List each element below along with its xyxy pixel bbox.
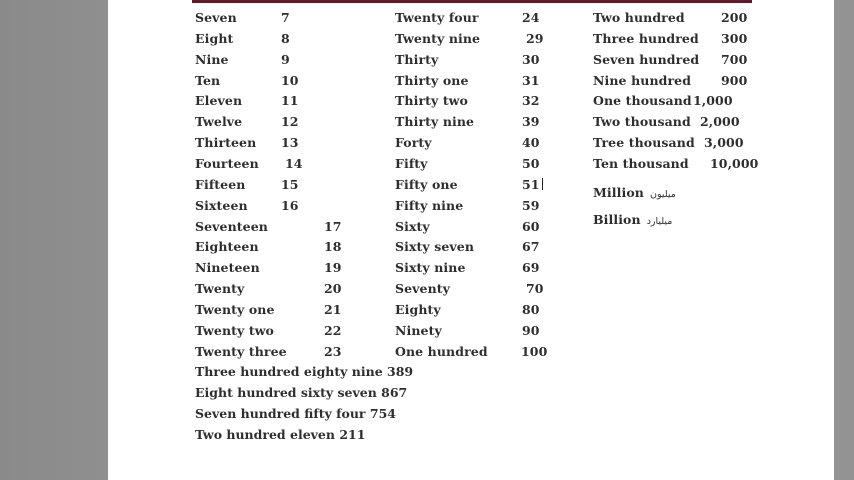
number-value: 21 <box>324 301 342 317</box>
compound-number-line: Two hundred eleven 211 <box>195 427 366 442</box>
number-value: 70 <box>526 281 544 297</box>
number-value: 9 <box>281 51 290 67</box>
number-value: 32 <box>522 93 540 109</box>
column3-row <box>593 182 676 203</box>
number-value: 15 <box>281 176 299 192</box>
number-word: Billion <box>593 212 641 228</box>
number-word: Seventeen <box>195 218 268 234</box>
number-value: 300 <box>721 30 748 46</box>
number-word: Sixty nine <box>395 260 466 276</box>
number-word: Seven <box>195 10 237 25</box>
number-word: Ten thousand <box>593 155 689 171</box>
number-value: 29 <box>526 30 544 46</box>
number-value: 30 <box>522 51 540 67</box>
number-word: Sixty seven <box>395 239 475 255</box>
number-value: 900 <box>721 72 748 88</box>
compound-number-line: Seven hundred fifty four 754 <box>195 406 396 422</box>
number-word: Fifteen <box>195 176 246 192</box>
number-word: Thirty nine <box>395 114 475 130</box>
number-word: Tree thousand <box>593 135 695 151</box>
number-value: 16 <box>281 197 299 213</box>
compound-number-line: Three hundred eighty nine 389 <box>195 364 414 380</box>
number-word: Thirty one <box>395 72 469 88</box>
number-word: Twelve <box>195 114 243 130</box>
number-value: 7 <box>281 10 290 25</box>
number-word: Million <box>593 185 644 201</box>
number-value: 200 <box>721 10 748 25</box>
header-rule <box>192 0 752 3</box>
number-word: Twenty two <box>195 322 274 338</box>
number-value: 12 <box>281 114 299 130</box>
number-word: Ten <box>195 72 221 88</box>
number-word: One hundred <box>395 343 488 359</box>
number-value: 31 <box>522 72 540 88</box>
number-word: Ninety <box>395 322 442 338</box>
number-word: Twenty <box>195 281 245 297</box>
document-page <box>108 0 834 480</box>
number-word: Twenty four <box>395 10 479 25</box>
number-value: 700 <box>721 51 748 67</box>
number-value: 13 <box>281 135 299 151</box>
number-value: 14 <box>285 155 303 171</box>
number-value: 23 <box>324 343 342 359</box>
number-value: 10,000 <box>710 155 759 171</box>
number-value: 50 <box>522 155 540 171</box>
number-value: 40 <box>522 135 540 151</box>
arabic-gloss: ميليارد <box>646 216 673 228</box>
number-word: One thousand <box>593 93 692 109</box>
number-value: 10 <box>281 72 299 88</box>
number-value: 18 <box>324 239 342 255</box>
number-value: 20 <box>324 281 342 297</box>
number-value: 1,000 <box>693 93 733 109</box>
number-word: Twenty one <box>195 301 275 317</box>
number-word: Sixteen <box>195 197 248 213</box>
number-word: Fifty one <box>395 176 458 192</box>
number-word: Two hundred <box>593 10 685 25</box>
number-word: Forty <box>395 135 432 151</box>
number-word: Three hundred <box>593 30 699 46</box>
number-value: 90 <box>522 322 540 338</box>
number-word: Nineteen <box>195 260 260 276</box>
number-value: 17 <box>324 218 342 234</box>
number-word: Seventy <box>395 281 451 297</box>
number-value: 80 <box>522 301 540 317</box>
number-word: Eighty <box>395 301 441 317</box>
number-word: Fourteen <box>195 155 259 171</box>
number-value: 24 <box>522 10 540 25</box>
number-value: 8 <box>281 30 290 46</box>
number-word: Nine <box>195 51 229 67</box>
number-word: Thirteen <box>195 135 257 151</box>
number-value: 51 <box>522 176 540 192</box>
number-word: Fifty <box>395 155 428 171</box>
number-value: 69 <box>522 260 540 276</box>
number-value: 3,000 <box>704 135 744 151</box>
number-word: Thirty <box>395 51 439 67</box>
number-word: Nine hundred <box>593 72 692 88</box>
number-value: 19 <box>324 260 342 276</box>
number-word: Eighteen <box>195 239 259 255</box>
number-word: Twenty nine <box>395 30 481 46</box>
compound-number-line: Eight hundred sixty seven 867 <box>195 385 408 401</box>
number-value: 67 <box>522 239 540 255</box>
number-word: Twenty three <box>195 343 287 359</box>
number-word: Thirty two <box>395 93 468 109</box>
number-value: 11 <box>281 93 299 109</box>
number-value: 60 <box>522 218 540 234</box>
arabic-gloss: ميليون <box>649 189 676 201</box>
number-word: Sixty <box>395 218 430 234</box>
number-word: Two thousand <box>593 114 691 130</box>
number-word: Eight <box>195 30 234 46</box>
number-value: 100 <box>521 343 548 359</box>
number-word: Eleven <box>195 93 243 109</box>
number-value: 2,000 <box>700 114 740 130</box>
number-word: Seven hundred <box>593 51 700 67</box>
number-value: 39 <box>522 114 540 130</box>
text-cursor <box>542 178 543 190</box>
column3-row <box>593 209 672 230</box>
number-value: 22 <box>324 322 342 338</box>
number-word: Fifty nine <box>395 197 464 213</box>
number-value: 59 <box>522 197 540 213</box>
